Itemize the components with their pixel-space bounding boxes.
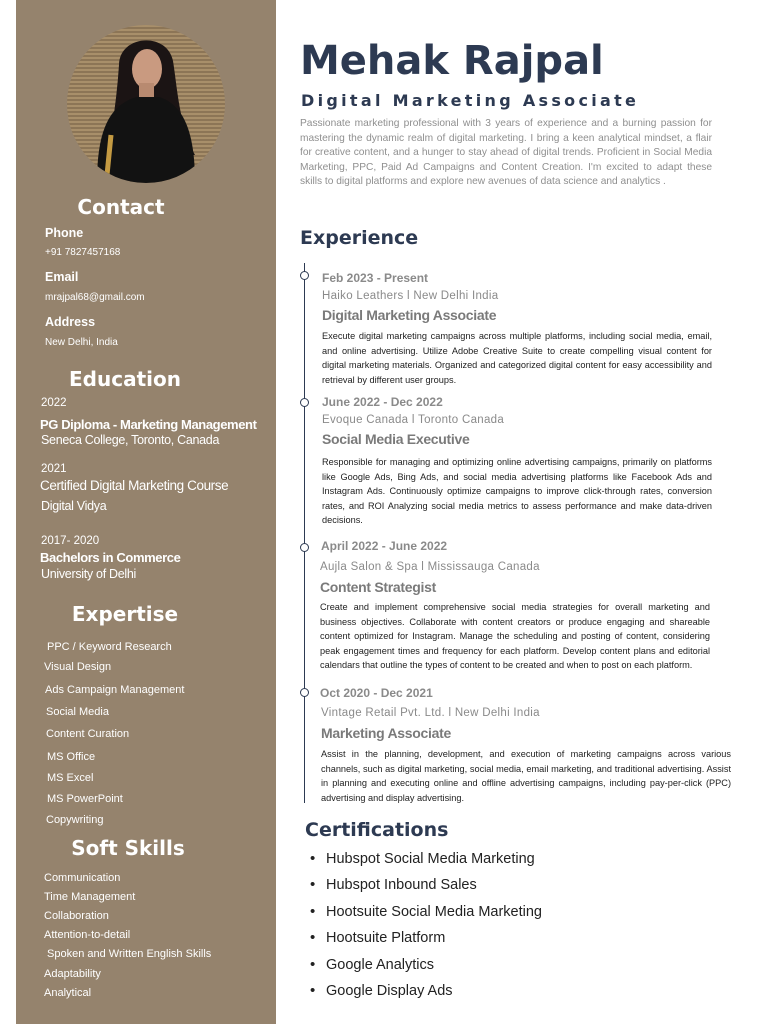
- certification-item: [310, 903, 542, 929]
- address-label: Address: [45, 315, 96, 329]
- expertise-item: MS Office: [47, 751, 96, 763]
- experience-description: Create and implement comprehensive social media strategies for overall marketing and business objectives. Collaborate with content creators or produce engaging and shareable content optimized for Instagram. Manage the scheduling and posting of content, considering peak engagement times and frequency for each platform. Develop content plans and editorial calendars that outline the types of content to be created and when to post on each platform.: [320, 602, 710, 670]
- education-institution: Digital Vidya: [41, 499, 107, 513]
- experience-title: Social Media Executive: [322, 431, 470, 447]
- soft-skill-item: Adaptability: [44, 968, 101, 980]
- expertise-item: Content Curation: [46, 728, 130, 740]
- experience-company: Haiko Leathers l New Delhi India: [322, 290, 499, 302]
- education-year: 2017- 2020: [41, 535, 100, 547]
- experience-date: June 2022 - Dec 2022: [322, 395, 443, 409]
- timeline-line: [304, 263, 305, 803]
- phone-label: Phone: [45, 226, 84, 240]
- soft-skill-item: Spoken and Written English Skills: [47, 948, 212, 960]
- address-value: New Delhi, India: [45, 337, 118, 348]
- certification-item: [310, 876, 542, 902]
- profile-summary: Passionate marketing professional with 3 years of experience and a burning passion for mastering the dynamic realm of digital marketing. I bring a keen analytical mindset, a flair for creative content, and a hunger to stay ahead of digital trends. Proficient in Social Media Marketing, PPC, Paid Ad Campaigns and Content Creation. I'm excited to adapt these skills to digital platforms and explore new avenues of data science and analytics .: [300, 118, 712, 188]
- soft-skill-item: Communication: [44, 872, 121, 884]
- certification-label: Google Display Ads: [326, 982, 453, 999]
- education-title: PG Diploma - Marketing Management: [40, 417, 257, 432]
- timeline-dot-icon: [300, 688, 309, 697]
- certification-item: [310, 850, 542, 876]
- certification-item: [310, 929, 542, 955]
- bullet-icon: •: [310, 981, 316, 999]
- bullet-icon: •: [310, 929, 316, 947]
- soft-skills-heading: Soft Skills: [71, 836, 185, 860]
- expertise-item: Visual Design: [44, 661, 112, 673]
- expertise-item: Copywriting: [46, 814, 104, 826]
- soft-skill-item: Analytical: [44, 987, 92, 999]
- experience-title: Content Strategist: [320, 579, 436, 595]
- experience-title: Digital Marketing Associate: [322, 307, 497, 323]
- bullet-icon: •: [310, 902, 316, 920]
- education-institution: Seneca College, Toronto, Canada: [41, 433, 220, 447]
- certification-label: Hubspot Social Media Marketing: [326, 851, 535, 867]
- experience-description: Responsible for managing and optimizing online advertising campaigns, primarily on platforms like Google Ads, Bing Ads, and social media advertising platforms like Facebook Ads and Instagram Ads. Continuously optimize campaigns to improve click-through rates, conversion rates, and ROI Analyzing social media metrics to assess performance and make data-driven decisions.: [322, 457, 712, 525]
- experience-company: Vintage Retail Pvt. Ltd. l New Delhi India: [321, 707, 540, 719]
- profile-photo: [67, 25, 225, 183]
- expertise-item: MS PowerPoint: [47, 793, 123, 805]
- experience-description: Assist in the planning, development, and execution of marketing campaigns across various channels, such as digital marketing, social media, email marketing, and traditional advertising. Assist in planning and executing online and offline advertising campaigns, including pay-per-click (PPC) advertising and display advertising.: [321, 749, 731, 803]
- expertise-item: PPC / Keyword Research: [47, 641, 172, 653]
- soft-skill-item: Collaboration: [44, 910, 109, 922]
- bullet-icon: •: [310, 876, 316, 894]
- expertise-item: MS Excel: [47, 772, 94, 784]
- email-value: mrajpal68@gmail.com: [45, 292, 145, 303]
- soft-skill-item: Attention-to-detail: [44, 929, 131, 941]
- experience-date: Feb 2023 - Present: [322, 271, 429, 285]
- experience-heading: Experience: [300, 227, 419, 249]
- education-heading: Education: [69, 367, 181, 391]
- soft-skill-item: Time Management: [44, 891, 136, 903]
- experience-date: April 2022 - June 2022: [321, 539, 448, 553]
- expertise-item: Social Media: [46, 706, 109, 718]
- expertise-heading: Expertise: [71, 602, 179, 626]
- timeline-dot-icon: [300, 398, 309, 407]
- phone-value: +91 7827457168: [45, 247, 121, 258]
- certifications-heading: Certifications: [305, 819, 449, 841]
- bullet-icon: •: [310, 850, 316, 867]
- certification-label: Google Analytics: [326, 956, 435, 973]
- experience-title: Marketing Associate: [321, 725, 451, 741]
- experience-date: Oct 2020 - Dec 2021: [320, 686, 433, 700]
- bullet-icon: •: [310, 955, 316, 973]
- timeline-dot-icon: [300, 543, 309, 552]
- certification-label: Hubspot Inbound Sales: [326, 877, 477, 894]
- experience-company: Evoque Canada l Toronto Canada: [322, 414, 505, 426]
- email-label: Email: [45, 270, 79, 284]
- education-institution: University of Delhi: [41, 567, 137, 581]
- certifications-list: [310, 850, 542, 1008]
- certification-item: [310, 982, 542, 1008]
- candidate-name: Mehak Rajpal: [300, 38, 604, 84]
- contact-heading: Contact: [77, 195, 165, 219]
- experience-company: Aujla Salon & Spa l Mississauga Canada: [320, 561, 540, 573]
- timeline-dot-icon: [300, 271, 309, 280]
- experience-description: Execute digital marketing campaigns across multiple platforms, including social media, email, and online advertising. Utilize Adobe Creative Suite to create compelling visual content for digital marketing materials. Organized and categorized digital content for easy accessibility and retrieval by different user groups.: [322, 331, 712, 385]
- education-year: 2021: [41, 463, 67, 475]
- profile-photo-image: [67, 25, 225, 183]
- education-year: 2022: [41, 397, 67, 409]
- certification-label: Hootsuite Social Media Marketing: [326, 903, 542, 920]
- candidate-role: Digital Marketing Associate: [301, 91, 640, 110]
- certification-label: Hootsuite Platform: [326, 930, 446, 947]
- certification-item: [310, 956, 542, 982]
- education-title: Bachelors in Commerce: [40, 550, 181, 565]
- education-title: Certified Digital Marketing Course: [40, 478, 229, 493]
- expertise-item: Ads Campaign Management: [45, 684, 185, 696]
- sidebar: [16, 0, 276, 1024]
